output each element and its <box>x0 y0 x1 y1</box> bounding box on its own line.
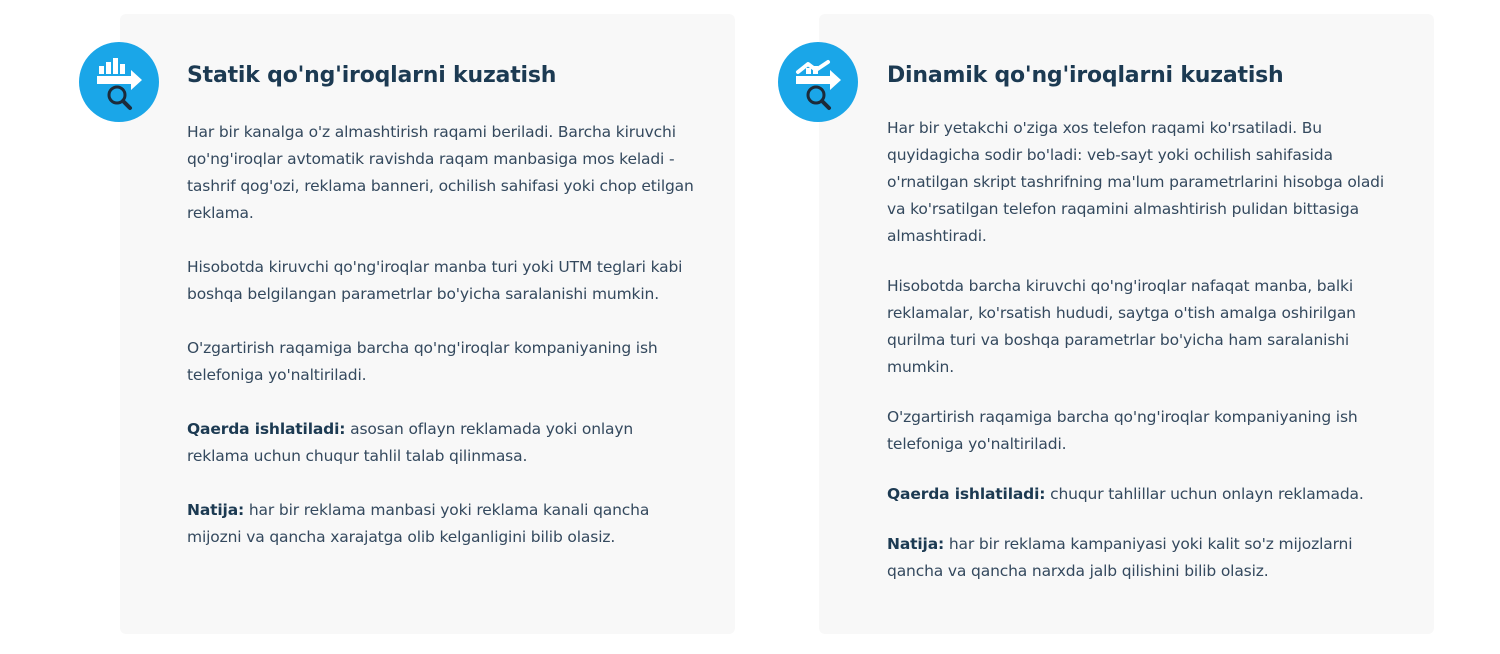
static-paragraph-1: Har bir kanalga o'z almashtirish raqami beriladi. Barcha kiruvchi qo'ng'iroqlar avtomatik ravishda raqam manbasiga mos keladi - tashrif qog'ozi, reklama banneri, ochilish sahifasi yoki chop etilgan reklama. <box>187 123 694 222</box>
dynamic-paragraph-3: O'zgartirish raqamiga barcha qo'ng'iroqlar kompaniyaning ish telefoniga yo'naltiriladi. <box>887 408 1358 453</box>
where-used-text: asosan oflayn reklamada yoki onlayn reklama uchun chuqur tahlil talab qilinmasa. <box>187 420 634 465</box>
dynamic-tracking-description <box>887 115 1407 585</box>
dynamic-calls-tracking-icon <box>778 42 858 122</box>
dynamic-paragraph-1: Har bir yetakchi o'ziga xos telefon raqami ko'rsatiladi. Bu quyidagicha sodir bo'ladi: veb-sayt yoki ochilish sahifasida o'rnatilgan skript tashrifning ma'lum parametrlarini hisobga oladi va ko'rsatilgan telefon raqamini almashtirish pulidan bittasiga almashtiradi. <box>887 119 1385 245</box>
where-used-label: Qaerda ishlatiladi: <box>887 485 1046 503</box>
static-where-used <box>187 416 697 470</box>
result-text: har bir reklama kampaniyasi yoki kalit so'z mijozlarni qancha va qancha narxda jalb qilishini bilib olasiz. <box>887 535 1353 580</box>
dynamic-tracking-title: Dinamik qo'ng'iroqlarni kuzatish <box>887 63 1284 88</box>
static-calls-tracking-icon <box>79 42 159 122</box>
static-paragraph-3: O'zgartirish raqamiga barcha qo'ng'iroqlar kompaniyaning ish telefoniga yo'naltiriladi. <box>187 339 658 384</box>
where-used-label: Qaerda ishlatiladi: <box>187 420 346 438</box>
static-result <box>187 497 697 551</box>
static-tracking-description <box>187 119 697 551</box>
result-label: Natija: <box>887 535 945 553</box>
dynamic-result <box>887 531 1407 585</box>
dynamic-where-used <box>887 481 1407 508</box>
result-text: har bir reklama manbasi yoki reklama kanali qancha mijozni va qancha xarajatga olib kelganligini bilib olasiz. <box>187 501 650 546</box>
result-label: Natija: <box>187 501 245 519</box>
static-tracking-title: Statik qo'ng'iroqlarni kuzatish <box>187 63 557 88</box>
where-used-text: chuqur tahlillar uchun onlayn reklamada. <box>1045 485 1364 503</box>
static-paragraph-2: Hisobotda kiruvchi qo'ng'iroqlar manba turi yoki UTM teglari kabi boshqa belgilangan parametrlar bo'yicha saralanishi mumkin. <box>187 258 683 303</box>
dynamic-paragraph-2: Hisobotda barcha kiruvchi qo'ng'iroqlar nafaqat manba, balki reklamalar, ko'rsatish hududi, saytga o'tish amalga oshirilgan qurilma turi va boshqa parametrlar bo'yicha ham saralanishi mumkin. <box>887 277 1356 376</box>
